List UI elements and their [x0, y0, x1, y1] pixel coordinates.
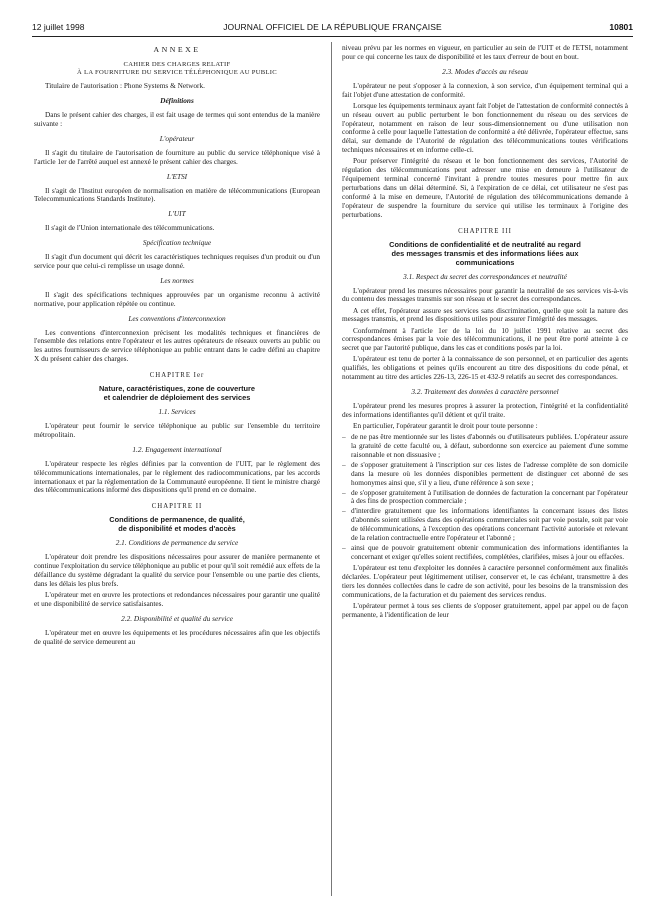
section-2-2-heading: 2.2. Disponibilité et qualité du service [121, 613, 233, 623]
section-3-2-para-2: En particulier, l'opérateur garantit le droit pour toute personne : [353, 421, 538, 431]
section-3-2-heading: 3.2. Traitement des données à caractère personnel [411, 387, 559, 397]
section-2-3-para-1: L'opérateur ne peut s'opposer à la connexion, à son service, d'un équipement terminal qui a fait l'objet d'une attestation de conformité. [342, 80, 628, 99]
chapter2-label: CHAPITRE II [151, 503, 203, 511]
section-3-2-para-3: L'opérateur est tenu d'exploiter les données à caractère personnel conformément aux finalités déclarées. L'opérateur peut légitimement utiliser, conserver et, le cas échéant, transmettre à des tiers les données collectées dans le cadre de son activité, pour les besoins de la transmission des communications, de la facturation et du paiement des services rendus. [342, 562, 628, 599]
section-2-2-text: L'opérateur met en œuvre les équipements et les procédures nécessaires afin que les objectifs de qualité de service demeurent au [34, 627, 320, 646]
right-column [342, 44, 628, 894]
normes-heading: Les normes [160, 275, 194, 285]
continued-text: niveau prévu par les normes en vigueur, en particulier au sein de l'UIT et de l'ETSI, notamment pour ce qui concerne les taux de disponibilité et les taux d'erreur de bout en bout. [342, 44, 628, 61]
section-2-3-heading: 2.3. Modes d'accès au réseau [442, 66, 528, 76]
list-item: – d'interdire gratuitement que les informations identifiantes la concernant issues des listes d'abonnés soient utilisées dans des opérations commerciales soit par voie postale, soit par voie de télécommunications, à l'exception des opérations concernant l'activité autorisée et relevant de la relation contractuelle entre l'opérateur et l'abonné ; [342, 507, 628, 543]
column-divider [331, 42, 332, 896]
header-date: 12 juillet 1998 [32, 22, 85, 32]
uit-text: Il s'agit de l'Union internationale des télécommunications. [45, 223, 215, 233]
header-page-number: 10801 [609, 22, 633, 32]
list-item: – de ne pas être mentionnée sur les listes d'abonnés ou d'utilisateurs publiées. L'opérateur assure la gratuité de cette faculté ou, à défaut, subordonne son exercice au paiement d'une somme raisonnable et non dissuasive ; [342, 433, 628, 460]
rights-list [342, 433, 628, 562]
chapter3-title-line1: Conditions de confidentialité et de neutralité au regard [389, 239, 581, 249]
etsi-heading: L'ETSI [166, 171, 188, 181]
definitions-title: Définitions [160, 96, 194, 106]
section-3-2-para-1: L'opérateur prend les mesures propres à assurer la protection, l'intégrité et la confidentialité des informations identifiantes qu'il détient et qu'il traite. [342, 401, 628, 419]
conventions-text: Les conventions d'interconnexion précisent les modalités techniques et financières de l'ensemble des relations entre l'opérateur et les autres opérateurs de réseaux ouverts au public ou les autres fournisseurs de service téléphonique au public entrant dans le cadre défini au chapitre X du présent cahier des charges. [34, 327, 320, 364]
header-journal-title: JOURNAL OFFICIEL DE LA RÉPUBLIQUE FRANÇAISE [223, 22, 442, 32]
page-header [32, 22, 633, 36]
chapter2-title-line2: de disponibilité et modes d'accès [118, 524, 236, 534]
spec-text: Il s'agit d'un document qui décrit les caractéristiques techniques requises d'un produit ou d'un service pour que celui-ci remplisse un usage donné. [34, 252, 320, 270]
section-2-3-para-3: Pour préserver l'intégrité du réseau et le bon fonctionnement des services, l'Autorité de régulation des télécommunications peut adresser une mise en demeure à l'utilisateur de l'équipement terminal concerné l'invitant à prendre toutes mesures pour mettre fin aux perturbations dans un délai déterminé. Si, à l'expiration de ce délai, cet utilisateur ne s'est pas conformé à la mise en demeure, l'Autorité de régulation des télécommunications demande à l'opérateur de suspendre la fourniture du service qui utilise les terminaux à l'origine des perturbations. [342, 156, 628, 219]
chapter1-title-line2: et calendrier de déploiement des services [103, 393, 251, 403]
list-item: – de s'opposer gratuitement à l'inscription sur ces listes de l'adresse complète de son domicile dans la mesure où les données disponibles permettent de distinguer cet abonné de ses homonymes ainsi que, s'il y a lieu, d'une référence à son sexe ; [342, 461, 628, 488]
definitions-intro: Dans le présent cahier des charges, il est fait usage de termes qui sont entendus de la manière suivante : [34, 110, 320, 129]
section-3-1-heading: 3.1. Respect du secret des correspondances et neutralité [403, 271, 567, 281]
section-3-1-para-4: L'opérateur est tenu de porter à la connaissance de son personnel, et en particulier des agents qualifiés, les obligations et peines qu'ils encourent au titre des dispositions du code pénal, et notamment au titre des articles 226-13, 226-15 et 432-9 relatifs au secret des correspondances. [342, 354, 628, 382]
section-3-2-para-4: L'opérateur permet à tous ses clients de s'opposer gratuitement, appel par appel ou de façon permanente, à l'identification de leur [342, 600, 628, 619]
list-item: – ainsi que de pouvoir gratuitement obtenir communication des informations identifiantes la concernant et exiger qu'elles soient rectifiées, complétées, clarifiées, mises à jour ou effacées. [342, 544, 628, 562]
chapter2-title-line1: Conditions de permanence, de qualité, [109, 515, 245, 525]
left-column [34, 44, 320, 894]
cahier-title [34, 61, 320, 77]
operateur-text: Il s'agit du titulaire de l'autorisation de fourniture au public du service téléphonique visé à l'article 1er de l'arrêté auquel est annexé le présent cahier des charges. [34, 147, 320, 166]
cahier-title-line2: À LA FOURNITURE DU SERVICE TÉLÉPHONIQUE AU PUBLIC [77, 69, 277, 77]
section-2-1-text-1: L'opérateur doit prendre les dispositions nécessaires pour assurer de manière permanente et continue l'exploitation du service téléphonique au public et pour qu'il soit remédié aux effets de la défaillance du système dégradant la qualité du service pour l'ensemble ou une partie des clients, dans les délais les plus brefs. [34, 552, 320, 588]
titulaire: Titulaire de l'autorisation : Phone Systems & Network. [45, 81, 205, 91]
etsi-text: Il s'agit de l'Institut européen de normalisation en matière de télécommunications (European Telecommunications Standards Institute). [34, 185, 320, 204]
spec-heading: Spécification technique [142, 238, 212, 248]
chapter3-label: CHAPITRE III [458, 227, 512, 235]
section-3-1-para-2: A cet effet, l'opérateur assure ses services sans discrimination, quelle que soit la nature des messages transmis, et prend les dispositions utiles pour assurer l'intégrité des messages. [342, 305, 628, 324]
section-1-1-text: L'opérateur peut fournir le service téléphonique au public sur l'ensemble du territoire métropolitain. [34, 420, 320, 439]
section-2-1-heading: 2.1. Conditions de permanence du service [115, 538, 239, 548]
section-1-2-text: L'opérateur respecte les règles définies par la convention de l'UIT, par le règlement des télécommunications internationales, par le règlement des radiocommunications, par les accords internationaux et par la réglementation de la Communauté européenne. Il tient le ministre chargé des télécommunications informé des dispositions qu'il prend en ce domaine. [34, 458, 320, 495]
chapter3-title [342, 240, 628, 267]
uit-heading: L'UIT [168, 209, 186, 219]
conventions-heading: Les conventions d'interconnexion [128, 313, 226, 323]
annexe-title: ANNEXE [153, 45, 201, 54]
chapter1-title [34, 384, 320, 402]
section-3-1-para-1: L'opérateur prend les mesures nécessaires pour garantir la neutralité de ses services vis-à-vis du contenu des messages transmis sur son réseau et le secret des correspondances. [342, 285, 628, 304]
section-1-2-heading: 1.2. Engagement international [132, 444, 222, 454]
normes-text: Il s'agit des spécifications techniques approuvées par un organisme reconnu à activité normative, pour application répétée ou continue. [34, 289, 320, 308]
operateur-heading: L'opérateur [159, 133, 195, 143]
list-item: – de s'opposer gratuitement à l'utilisation de données de facturation la concernant par l'opérateur à des fins de prospection commerciale ; [342, 489, 628, 507]
chapter3-title-line3: communications [455, 257, 515, 267]
chapter1-label: CHAPITRE Ier [149, 372, 205, 380]
cahier-title-line1: CAHIER DES CHARGES RELATIF [123, 60, 231, 68]
section-1-1-heading: 1.1. Services [158, 407, 196, 417]
chapter2-title [34, 515, 320, 533]
header-rule [32, 36, 633, 37]
section-2-1-text-2: L'opérateur met en œuvre les protections et redondances nécessaires pour garantir une qualité et une disponibilité de service satisfaisantes. [34, 589, 320, 608]
chapter1-title-line1: Nature, caractéristiques, zone de couverture [98, 384, 256, 394]
section-3-1-para-3: Conformément à l'article 1er de la loi du 10 juillet 1991 relative au secret des correspondances émises par la voie des télécommunications, il ne peut être porté atteinte à ce secret que par l'autorité publique, dans les cas et conditions posés par la loi. [342, 325, 628, 353]
chapter3-title-line2: des messages transmis et des informations liées aux [391, 248, 579, 258]
section-2-3-para-2: Lorsque les équipements terminaux ayant fait l'objet de l'attestation de conformité connectés à un réseau ouvert au public perturbent le bon fonctionnement du réseau ou des services de l'opérateur, notamment en raison de leur sous-dimensionnement ou d'une utilisation non conforme à celle pour laquelle l'attestation de conformité a été délivrée, l'opérateur effectue, sans délai, sur demande de l'Autorité de régulation des télécommunications toutes vérifications techniques nécessaires et en informe celle-ci. [342, 100, 628, 155]
